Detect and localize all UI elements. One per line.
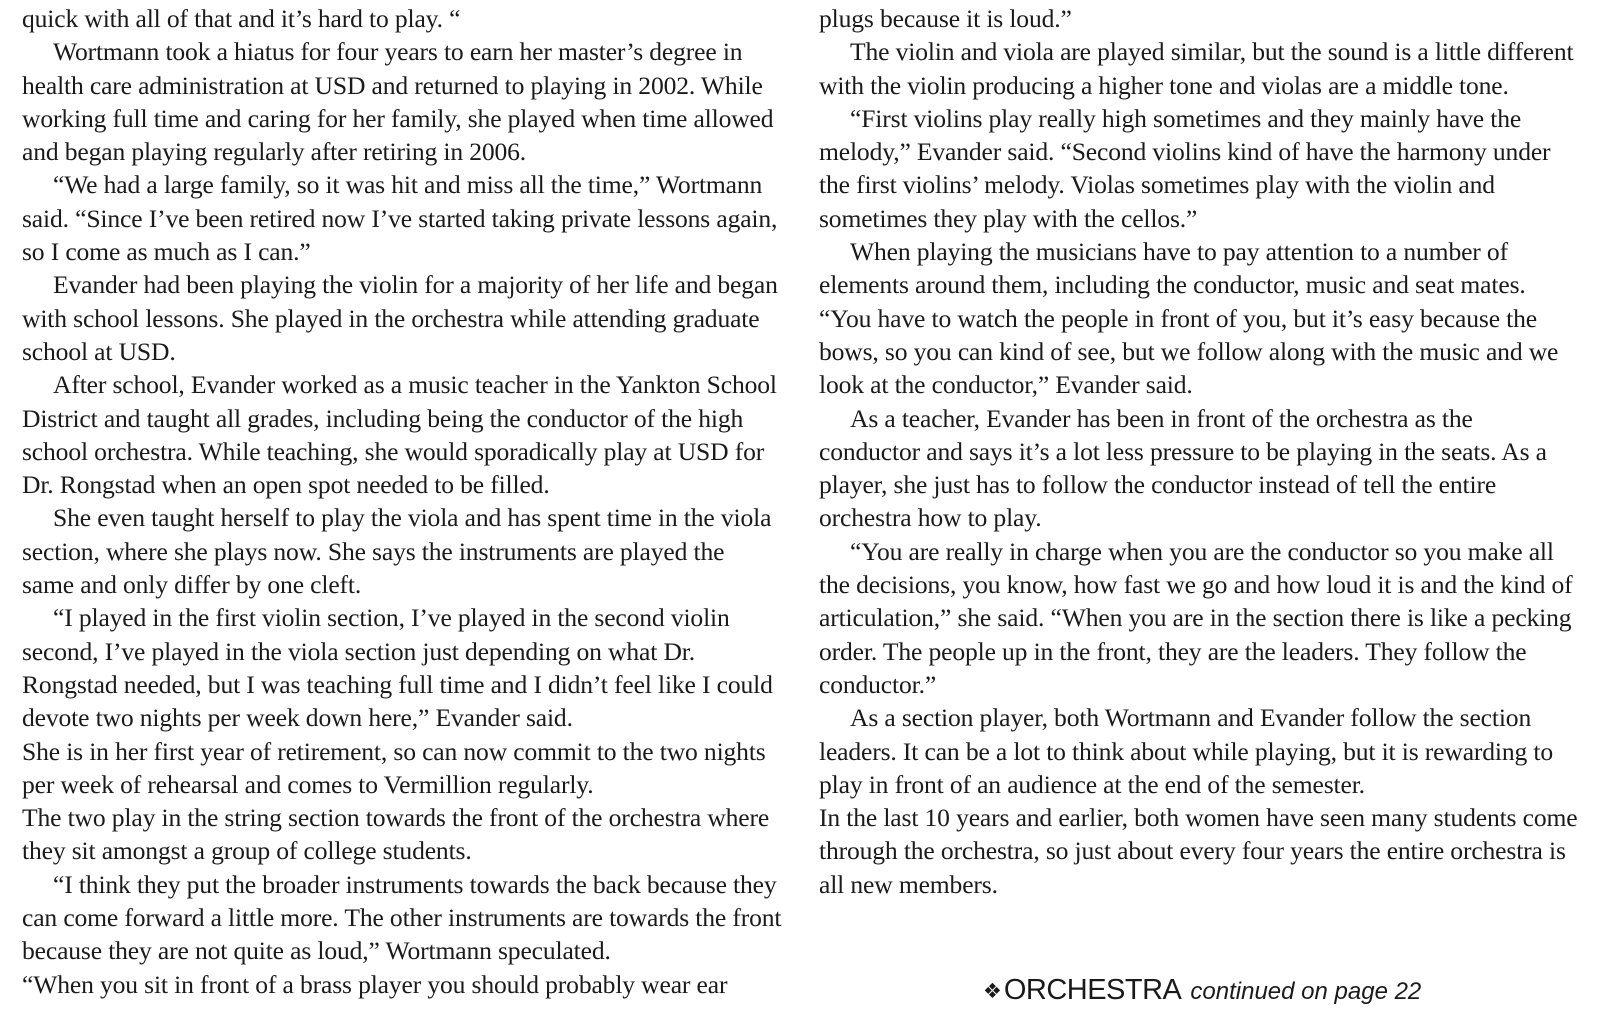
article-paragraph: She even taught herself to play the viola and has spent time in the viola section, where she plays now. She says the instruments are played the same and only differ by one cleft. [22,503,772,600]
article-paragraph: When playing the musicians have to pay attention to a number of elements around them, including the conductor, music and seat mates. [819,237,1526,300]
article-paragraph: As a section player, both Wortmann and Evander follow the section leaders. It can be a lot to think about while playing, but it is rewarding to play in front of an audience at the end of the semester. [819,703,1554,799]
article-paragraph: plugs because it is loud.” [819,4,1072,33]
article-paragraph: The violin and viola are played similar, but the sound is a little different with the violin producing a higher tone and violas are a middle tone. [819,37,1574,100]
article-paragraph: “I think they put the broader instruments towards the back because they can come forward a little more. The other instruments are towards the front because they are not quite as loud,” Wortmann speculated. [22,869,782,966]
article-paragraph: She is in her first year of retirement, so can now commit to the two nights per week of rehearsal and comes to Vermillion regularly. [22,736,766,799]
article-paragraph: “You are really in charge when you are the conductor so you make all the decisions, you know, how fast we go and how loud it is and the kind of articulation,” she said. “When you are in the section there is like a pecking order. The people up in the front, they are the leaders. They follow the conductor.” [819,536,1573,699]
article-paragraph: “I played in the first violin section, I’ve played in the second violin second, I’ve played in the viola section just depending on what Dr. Rongstad needed, but I was teaching full time and I didn’t feel like I could devote two nights per week down here,” Evander said. [22,603,773,733]
continued-jump-line [983,974,1421,1010]
article-paragraph: As a teacher, Evander has been in front of the orchestra as the conductor and says it’s a lot less pressure to be playing in the seats. As a player, she just has to follow the conductor instead of tell the entire orchestra how to play. [819,403,1547,533]
article-paragraph: “When you sit in front of a brass player you should probably wear ear [22,969,728,999]
article-paragraph: quick with all of that and it’s hard to play. “ [22,4,461,33]
article-paragraph: “We had a large family, so it was hit and miss all the time,” Wortmann said. “Since I’ve been retired now I’ve started taking private lessons again, so I come as much as I can.” [22,170,778,267]
article-paragraph: In the last 10 years and earlier, both women have seen many students come through the orchestra, so just about every four years the entire orchestra is all new members. [819,803,1578,899]
article-paragraph: “First violins play really high sometimes and they mainly have the melody,” Evander said. “Second violins kind of have the harmony under the first violins’ melody. Violas sometimes play with the violin and sometimes they play with the cellos.” [819,103,1551,233]
jump-page-reference: continued on page 22 [1190,978,1422,1005]
article-paragraph: After school, Evander worked as a music teacher in the Yankton School District and taught all grades, including being the conductor of the high school orchestra. While teaching, she would sporadically play at USD for Dr. Rongstad when an open spot needed to be filled. [22,370,777,500]
article-column-left [22,2,782,1001]
article-paragraph: Wortmann took a hiatus for four years to earn her master’s degree in health care administration at USD and returned to playing in 2002. While working full time and caring for her family, she played when time allowed and began playing regularly after retiring in 2006. [22,37,774,167]
article-paragraph: The two play in the string section towards the front of the orchestra where they sit amongst a group of college students. [22,803,770,866]
jump-keyword: ORCHESTRA [1003,974,1182,1006]
article-column-right [819,2,1579,901]
article-paragraph: “You have to watch the people in front of you, but it’s easy because the bows, so you can kind of see, but we follow along with the music and we look at the conductor,” Evander said. [819,303,1559,400]
article-paragraph: Evander had been playing the violin for a majority of her life and began with school lessons. She played in the orchestra while attending graduate school at USD. [22,270,778,366]
four-diamond-icon: ❖ [983,979,1002,1003]
